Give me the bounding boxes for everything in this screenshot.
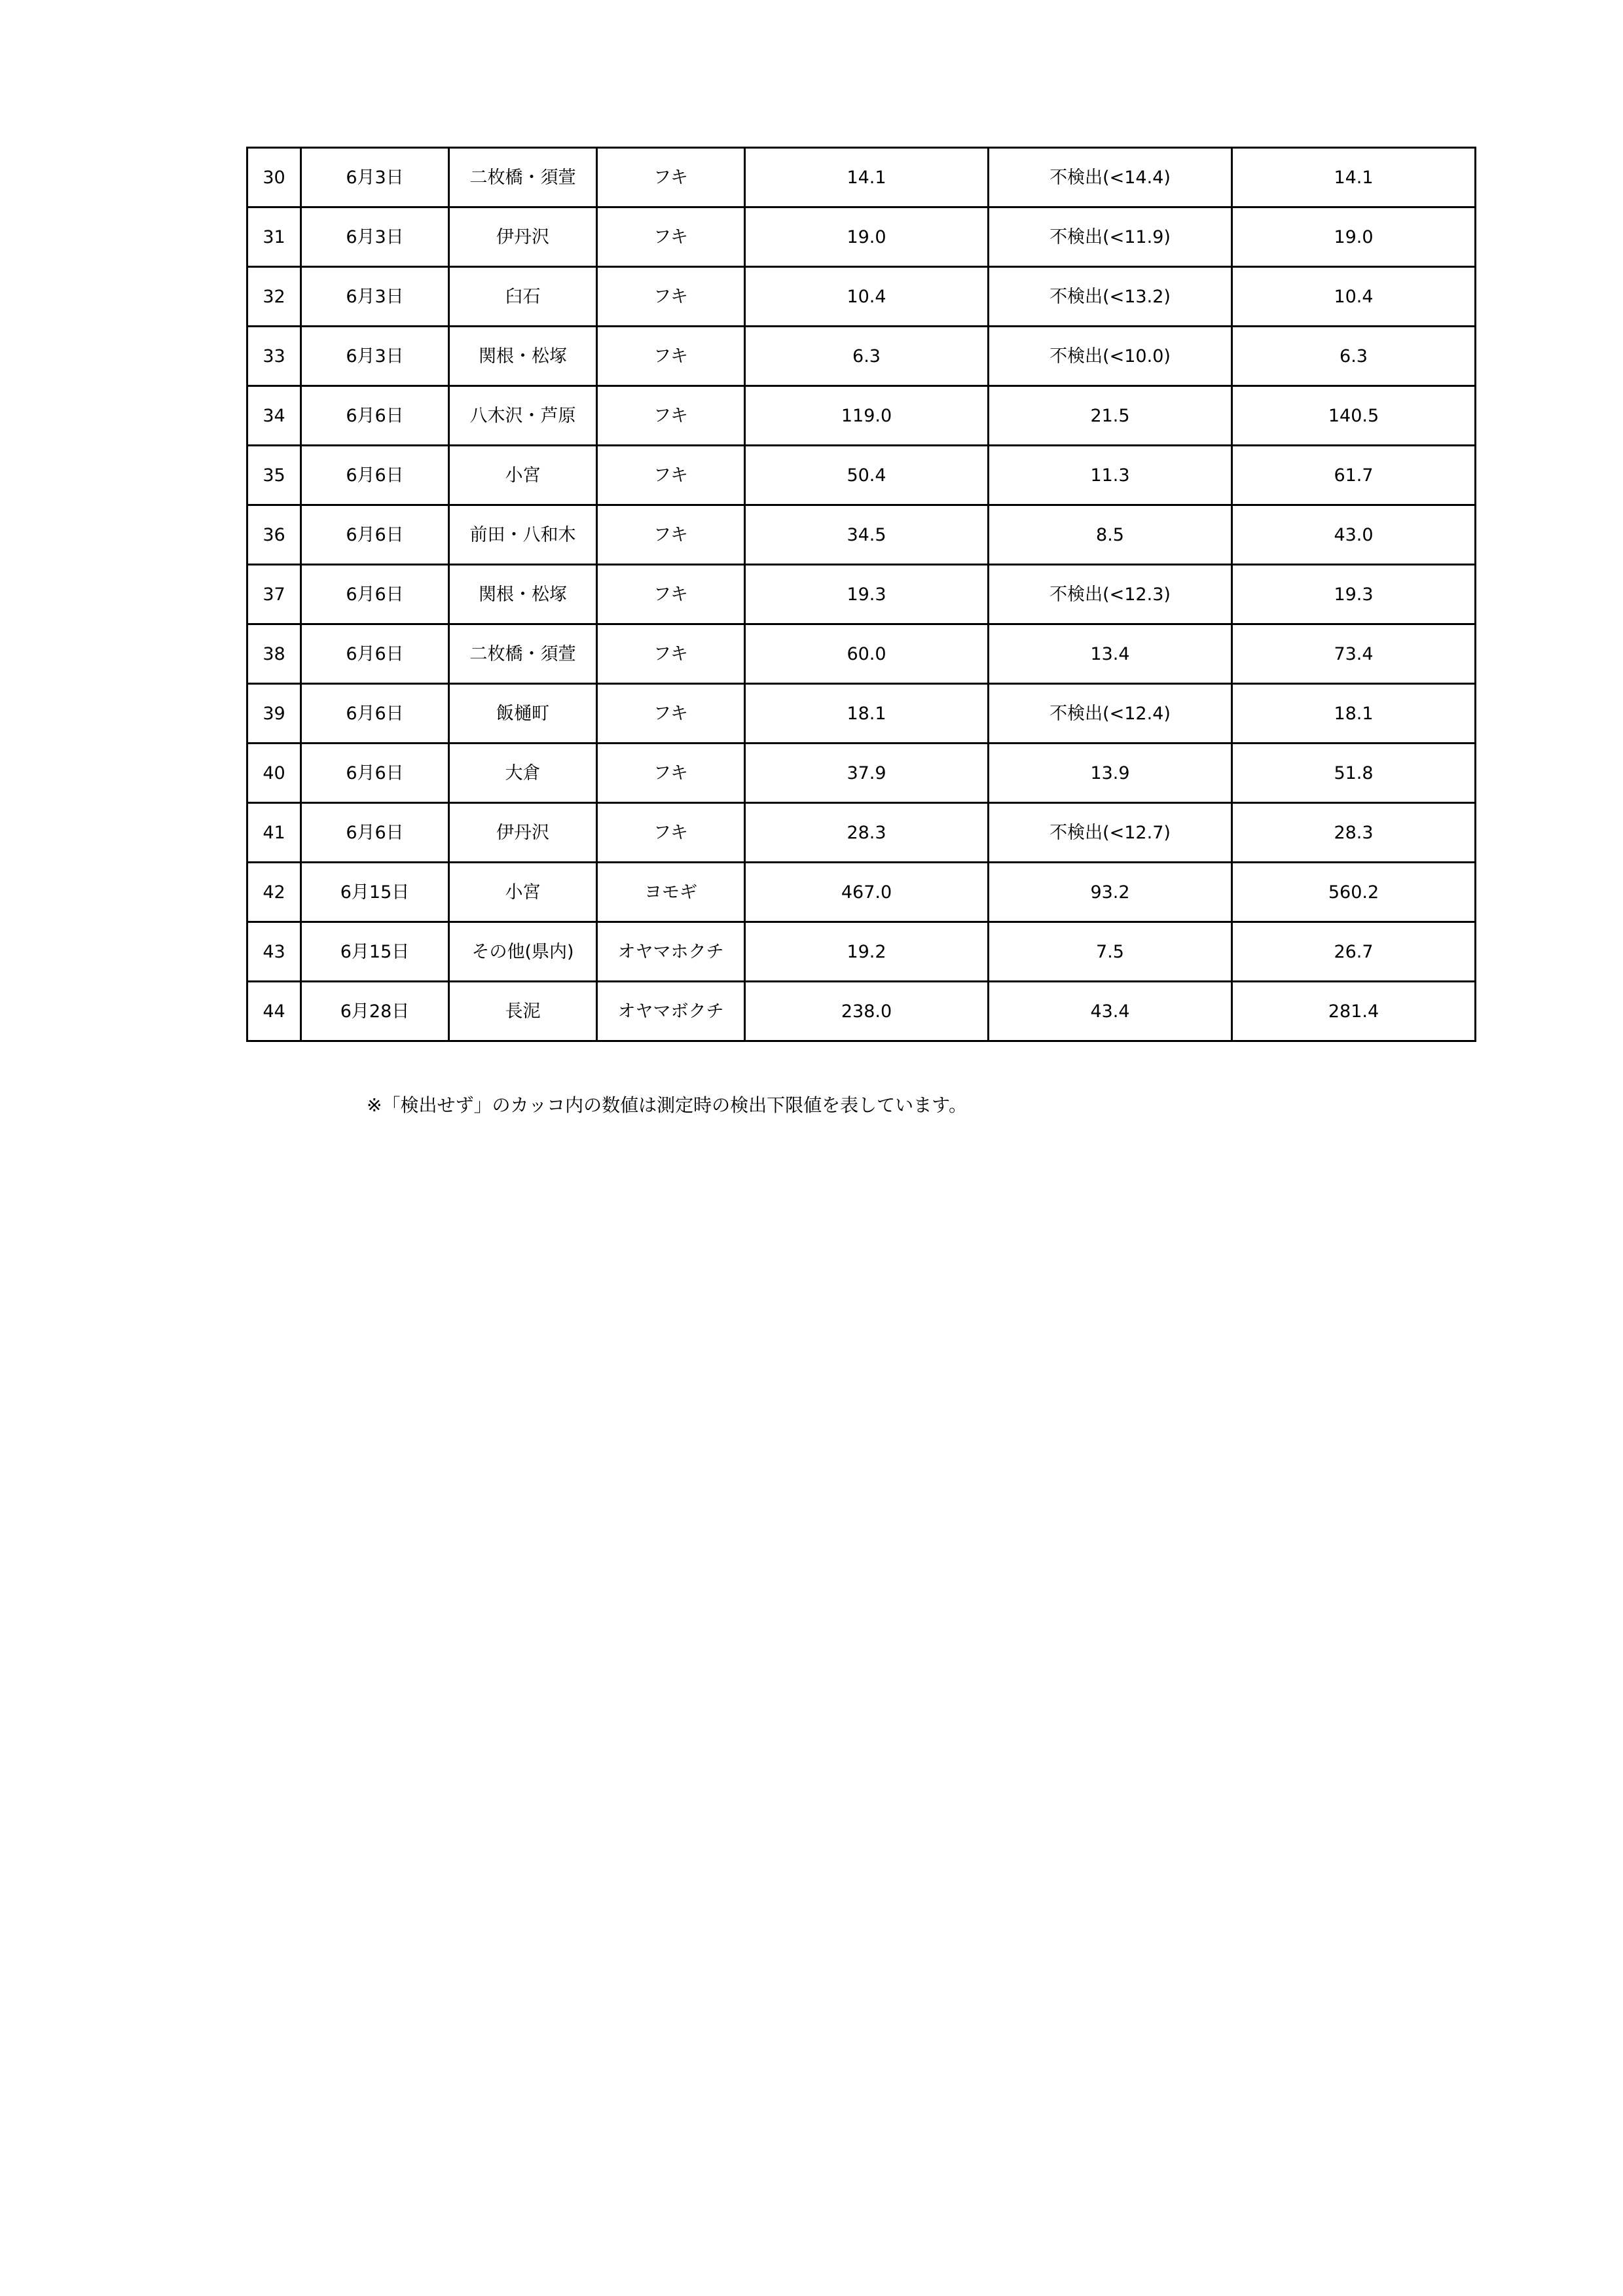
cell-date: 6月6日: [301, 565, 449, 624]
cell-cs134: 37.9: [745, 744, 989, 803]
cell-date: 6月6日: [301, 386, 449, 446]
cell-area: その他(県内): [449, 922, 597, 982]
cell-cs134: 10.4: [745, 267, 989, 327]
cell-item: フキ: [597, 624, 745, 684]
cell-cs134: 34.5: [745, 505, 989, 565]
cell-date: 6月15日: [301, 863, 449, 922]
cell-cs134: 28.3: [745, 803, 989, 863]
cell-cs137: 不検出(<12.4): [989, 684, 1232, 744]
cell-total: 281.4: [1232, 982, 1476, 1041]
cell-date: 6月3日: [301, 267, 449, 327]
cell-total: 73.4: [1232, 624, 1476, 684]
cell-area: 大倉: [449, 744, 597, 803]
cell-cs134: 60.0: [745, 624, 989, 684]
cell-cs137: 不検出(<12.3): [989, 565, 1232, 624]
cell-area: 長泥: [449, 982, 597, 1041]
cell-date: 6月3日: [301, 327, 449, 386]
cell-cs134: 14.1: [745, 148, 989, 207]
cell-area: 関根・松塚: [449, 327, 597, 386]
cell-total: 14.1: [1232, 148, 1476, 207]
cell-total: 10.4: [1232, 267, 1476, 327]
cell-no: 42: [247, 863, 301, 922]
cell-area: 飯樋町: [449, 684, 597, 744]
cell-cs134: 50.4: [745, 446, 989, 505]
cell-cs137: 21.5: [989, 386, 1232, 446]
table-row: [247, 863, 1476, 922]
cell-item: オヤマホクチ: [597, 922, 745, 982]
cell-no: 37: [247, 565, 301, 624]
cell-total: 6.3: [1232, 327, 1476, 386]
table-row: [247, 982, 1476, 1041]
cell-item: フキ: [597, 684, 745, 744]
table-row: [247, 267, 1476, 327]
cell-total: 19.3: [1232, 565, 1476, 624]
cell-area: 二枚橋・須萱: [449, 624, 597, 684]
cell-date: 6月6日: [301, 684, 449, 744]
measurement-table: [246, 147, 1476, 1042]
cell-total: 28.3: [1232, 803, 1476, 863]
cell-cs134: 19.3: [745, 565, 989, 624]
table-row: [247, 684, 1476, 744]
cell-no: 30: [247, 148, 301, 207]
cell-item: フキ: [597, 446, 745, 505]
cell-total: 26.7: [1232, 922, 1476, 982]
cell-cs134: 6.3: [745, 327, 989, 386]
cell-cs137: 43.4: [989, 982, 1232, 1041]
cell-item: フキ: [597, 207, 745, 267]
cell-no: 40: [247, 744, 301, 803]
table-row: [247, 565, 1476, 624]
cell-no: 34: [247, 386, 301, 446]
cell-area: 臼石: [449, 267, 597, 327]
cell-item: フキ: [597, 327, 745, 386]
cell-cs137: 不検出(<10.0): [989, 327, 1232, 386]
cell-item: フキ: [597, 565, 745, 624]
cell-item: オヤマボクチ: [597, 982, 745, 1041]
cell-cs137: 93.2: [989, 863, 1232, 922]
cell-area: 伊丹沢: [449, 207, 597, 267]
table-row: [247, 207, 1476, 267]
cell-area: 伊丹沢: [449, 803, 597, 863]
table-row: [247, 386, 1476, 446]
cell-cs137: 11.3: [989, 446, 1232, 505]
cell-cs137: 8.5: [989, 505, 1232, 565]
cell-date: 6月15日: [301, 922, 449, 982]
cell-no: 39: [247, 684, 301, 744]
table-row: [247, 327, 1476, 386]
cell-date: 6月6日: [301, 446, 449, 505]
cell-no: 32: [247, 267, 301, 327]
cell-total: 18.1: [1232, 684, 1476, 744]
cell-item: フキ: [597, 386, 745, 446]
cell-date: 6月6日: [301, 803, 449, 863]
cell-item: フキ: [597, 803, 745, 863]
cell-item: フキ: [597, 267, 745, 327]
table-row: [247, 922, 1476, 982]
cell-cs134: 467.0: [745, 863, 989, 922]
cell-cs134: 18.1: [745, 684, 989, 744]
table-body: [247, 148, 1476, 1041]
cell-area: 関根・松塚: [449, 565, 597, 624]
cell-cs134: 19.2: [745, 922, 989, 982]
cell-cs137: 不検出(<11.9): [989, 207, 1232, 267]
cell-item: ヨモギ: [597, 863, 745, 922]
cell-date: 6月3日: [301, 207, 449, 267]
cell-no: 44: [247, 982, 301, 1041]
cell-date: 6月3日: [301, 148, 449, 207]
cell-cs134: 238.0: [745, 982, 989, 1041]
cell-date: 6月28日: [301, 982, 449, 1041]
cell-no: 41: [247, 803, 301, 863]
cell-no: 35: [247, 446, 301, 505]
cell-no: 43: [247, 922, 301, 982]
cell-area: 二枚橋・須萱: [449, 148, 597, 207]
table-row: [247, 505, 1476, 565]
table-row: [247, 803, 1476, 863]
cell-area: 小宮: [449, 446, 597, 505]
footnote: ※「検出せず」のカッコ内の数値は測定時の検出下限値を表しています。: [367, 1094, 967, 1116]
cell-area: 八木沢・芦原: [449, 386, 597, 446]
table-row: [247, 744, 1476, 803]
cell-cs134: 119.0: [745, 386, 989, 446]
cell-cs137: 13.4: [989, 624, 1232, 684]
cell-cs137: 13.9: [989, 744, 1232, 803]
table-row: [247, 446, 1476, 505]
cell-no: 31: [247, 207, 301, 267]
cell-cs137: 不検出(<13.2): [989, 267, 1232, 327]
cell-item: フキ: [597, 148, 745, 207]
cell-cs137: 不検出(<12.7): [989, 803, 1232, 863]
cell-total: 61.7: [1232, 446, 1476, 505]
cell-cs137: 不検出(<14.4): [989, 148, 1232, 207]
cell-area: 前田・八和木: [449, 505, 597, 565]
table-row: [247, 148, 1476, 207]
cell-item: フキ: [597, 505, 745, 565]
cell-cs137: 7.5: [989, 922, 1232, 982]
cell-total: 51.8: [1232, 744, 1476, 803]
cell-area: 小宮: [449, 863, 597, 922]
cell-total: 19.0: [1232, 207, 1476, 267]
cell-date: 6月6日: [301, 744, 449, 803]
cell-no: 33: [247, 327, 301, 386]
cell-cs134: 19.0: [745, 207, 989, 267]
cell-total: 560.2: [1232, 863, 1476, 922]
cell-no: 38: [247, 624, 301, 684]
table-row: [247, 624, 1476, 684]
cell-date: 6月6日: [301, 624, 449, 684]
cell-date: 6月6日: [301, 505, 449, 565]
cell-total: 140.5: [1232, 386, 1476, 446]
cell-total: 43.0: [1232, 505, 1476, 565]
cell-no: 36: [247, 505, 301, 565]
cell-item: フキ: [597, 744, 745, 803]
